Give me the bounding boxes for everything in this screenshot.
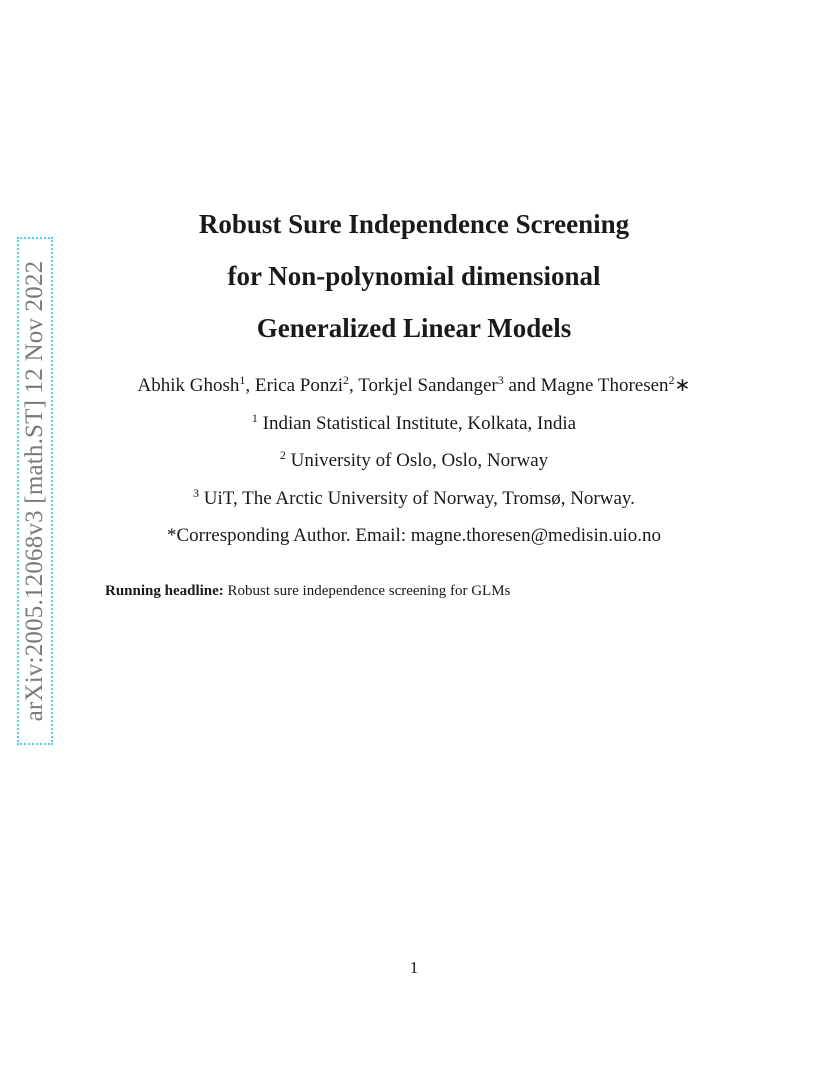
affiliation-3 (0, 481, 828, 519)
affiliation-1 (0, 406, 828, 444)
author-name: and Magne Thoresen (503, 375, 669, 396)
author-name: Abhik Ghosh (137, 375, 240, 396)
corresponding-mark: ∗ (674, 375, 691, 396)
affiliation-text: University of Oslo, Oslo, Norway (285, 450, 549, 471)
author-name: , Torkjel Sandanger (349, 375, 498, 396)
page-number: 1 (409, 958, 419, 977)
author-affiliation-mark: 1 (239, 373, 246, 387)
affiliation-text: UiT, The Arctic University of Norway, Tromsø, Norway. (199, 487, 635, 509)
arxiv-identifier: arXiv:2005.12068v3 [math.ST] 12 Nov 2022 (21, 260, 48, 722)
author-affiliation-mark: 3 (497, 373, 504, 387)
corresponding-author: *Corresponding Author. Email: magne.thoresen@medisin.uio.no (166, 525, 662, 546)
title-line-2: for Non-polynomial dimensional (227, 261, 601, 291)
affiliation-text: Indian Statistical Institute, Kolkata, India (257, 412, 577, 434)
author-name: , Erica Ponzi (245, 375, 344, 396)
title-line-3: Generalized Linear Models (256, 313, 572, 343)
affiliation-2 (0, 443, 828, 481)
author-affiliation-mark: 2 (668, 373, 675, 387)
author-affiliation-mark: 2 (343, 373, 350, 387)
running-headline-text: Robust sure independence screening for GLMs (223, 583, 511, 599)
affiliation-number: 2 (279, 448, 286, 462)
affiliation-number: 1 (251, 410, 258, 425)
author-list (0, 368, 828, 406)
affiliation-number: 3 (193, 485, 200, 500)
running-headline (105, 583, 510, 600)
author-block (0, 368, 828, 555)
title-line-1: Robust Sure Independence Screening (198, 209, 630, 239)
running-headline-label: Running headline: (105, 583, 224, 599)
paper-title (0, 198, 828, 354)
